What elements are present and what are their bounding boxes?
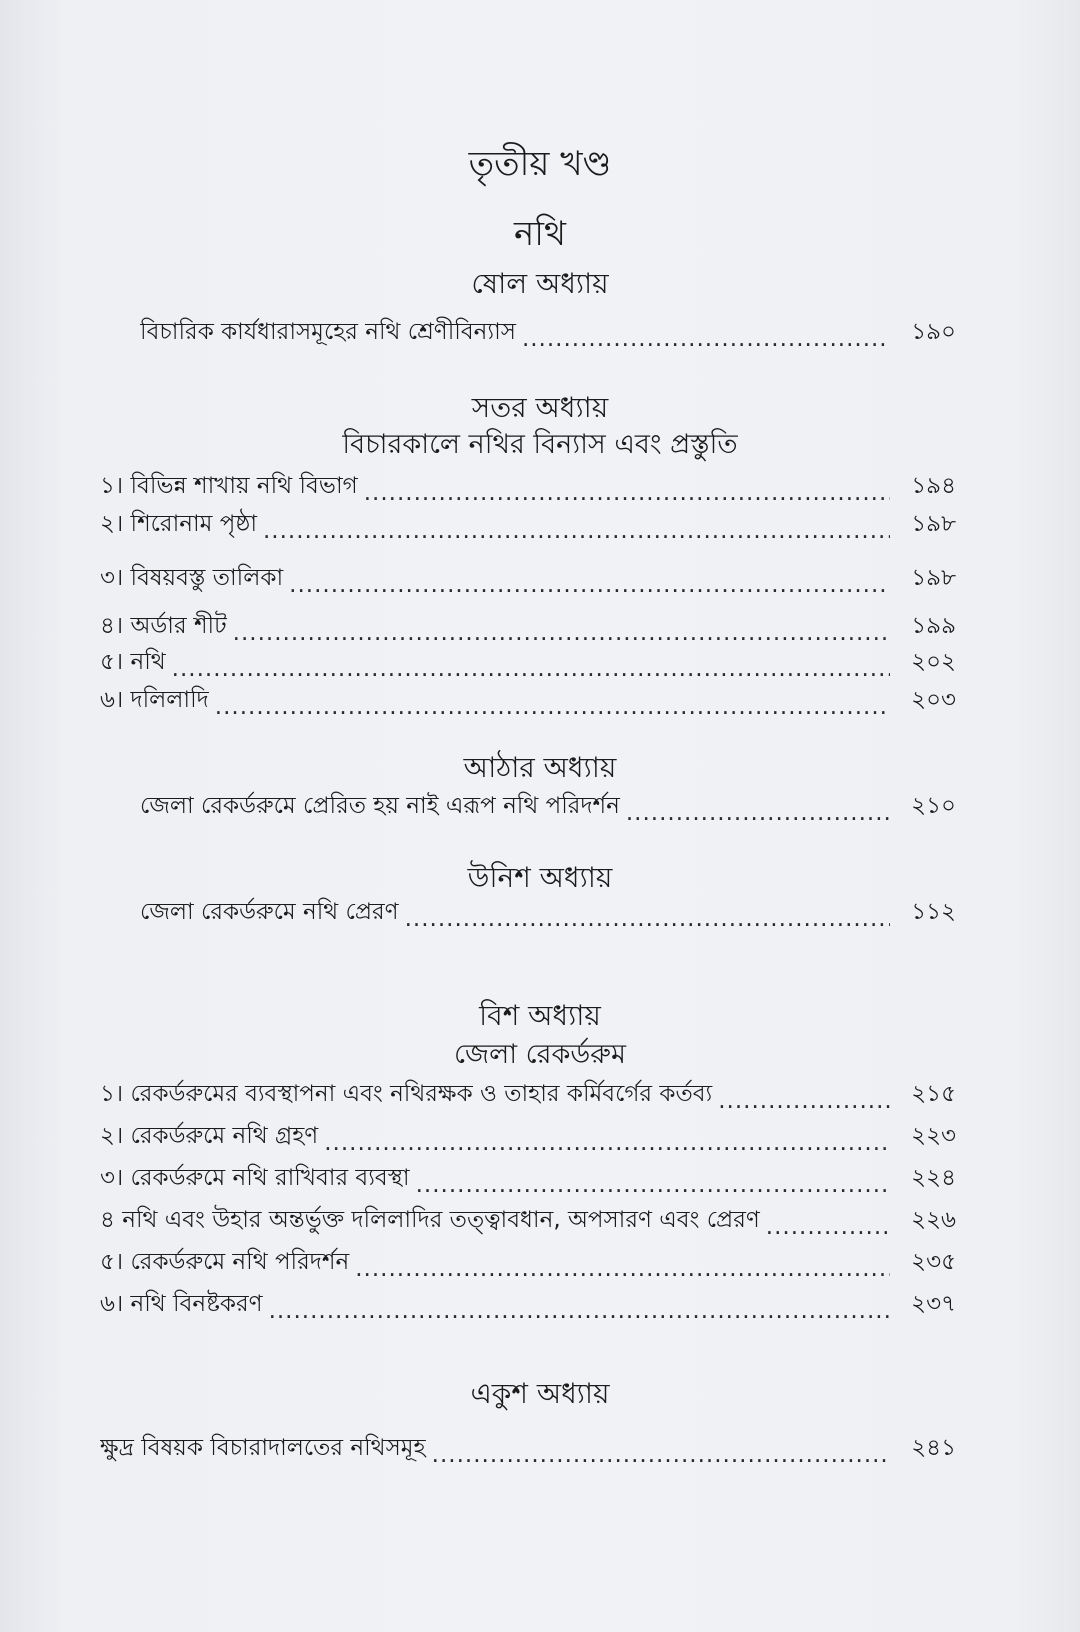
entry-title: বিচারিক কার্যধারাসমূহের নথি শ্রেণীবিন্যাস [140,319,516,345]
entry-title: জেলা রেকর্ডরুমে নথি প্রেরণ [140,899,399,925]
entry-page-number: ২৩৭ [911,1291,956,1317]
entry-title: ৩। বিষয়বস্তু তালিকা [100,565,284,591]
toc-entry [100,562,956,598]
dot-leader [766,1214,890,1240]
chapter-heading: ষোল অধ্যায় [471,267,609,300]
toc-entry [100,1120,956,1156]
toc-entry [100,646,956,682]
dot-leader [626,800,890,826]
toc-entry [100,508,956,544]
dot-leader [269,1298,890,1324]
chapter-heading: সতর অধ্যায় [471,391,609,424]
entry-page-number: ২০২ [911,649,956,675]
entry-title: ৫। নথি [100,649,166,675]
entry-page-number: ২২৩ [911,1123,956,1149]
toc-entry [100,1288,956,1324]
entry-page-number: ১৯৮ [911,565,956,591]
entry-page-number: ১১২ [911,899,956,925]
entry-title: ২। রেকর্ডরুমে নথি গ্রহণ [100,1123,319,1149]
dot-leader [215,694,890,720]
entry-title: ৬। নথি বিনষ্টকরণ [100,1291,263,1317]
dot-leader [355,1256,890,1282]
entry-title: ৩। রেকর্ডরুমে নথি রাখিবার ব্যবস্থা [100,1165,410,1191]
toc-entry [100,1162,956,1198]
entry-title: ১। বিভিন্ন শাখায় নথি বিভাগ [100,473,358,499]
dot-leader [718,1088,890,1114]
entry-page-number: ২১০ [911,793,956,819]
volume-title: নথি [513,214,567,254]
entry-page-number: ১৯৮ [911,511,956,537]
entry-page-number: ১৯০ [911,319,956,345]
chapter-heading: বিশ অধ্যায় [479,999,601,1032]
dot-leader [324,1130,890,1156]
entry-page-number: ২০৩ [911,687,956,713]
dot-leader [364,480,890,506]
dot-leader [405,906,890,932]
dot-leader [233,620,890,646]
toc-entry [100,1246,956,1282]
entry-page-number: ২২৪ [911,1165,956,1191]
part-title: তৃতীয় খণ্ড [468,144,612,184]
dot-leader [263,518,890,544]
entry-title: ৬। দলিলাদি [100,687,209,713]
dot-leader [416,1172,890,1198]
dot-leader [522,326,890,352]
dot-leader [432,1442,890,1468]
entry-title: ৪। অর্ডার শীট [100,613,227,639]
entry-title: ১। রেকর্ডরুমের ব্যবস্থাপনা এবং নথিরক্ষক ও তাহার কর্মিবর্গের কর্তব্য [100,1081,713,1107]
entry-title: ২। শিরোনাম পৃষ্ঠা [100,511,257,537]
chapter-subheading: জেলা রেকর্ডরুম [454,1039,626,1070]
toc-entry [140,896,956,932]
entry-page-number: ২২৬ [911,1207,956,1233]
entry-title: ৪ নথি এবং উহার অন্তর্ভুক্ত দলিলাদির তত্ত্বাবধান, অপসারণ এবং প্রেরণ [100,1207,760,1233]
toc-entry [100,684,956,720]
dot-leader [172,656,890,682]
entry-page-number: ১৯৪ [911,473,956,499]
toc-entry [100,1204,956,1240]
entry-page-number: ১৯৯ [911,613,956,639]
toc-entry [100,470,956,506]
toc-entry [140,316,956,352]
chapter-heading: একুশ অধ্যায় [470,1377,610,1410]
entry-page-number: ২৩৫ [911,1249,956,1275]
entry-title: ৫। রেকর্ডরুমে নথি পরিদর্শন [100,1249,350,1275]
chapter-heading: উনিশ অধ্যায় [467,861,613,894]
entry-title: জেলা রেকর্ডরুমে প্রেরিত হয় নাই এরূপ নথি পরিদর্শন [140,793,620,819]
entry-title: ক্ষুদ্র বিষয়ক বিচারাদালতের নথিসমূহ [100,1435,426,1461]
dot-leader [289,572,890,598]
toc-entry [100,1078,956,1114]
chapter-heading: আঠার অধ্যায় [463,751,617,784]
toc-entry [100,610,956,646]
chapter-subheading: বিচারকালে নথির বিন্যাস এবং প্রস্তুতি [342,429,738,460]
entry-page-number: ২৪১ [911,1435,956,1461]
toc-entry [140,790,956,826]
entry-page-number: ২১৫ [911,1081,956,1107]
toc-entry [100,1432,956,1468]
